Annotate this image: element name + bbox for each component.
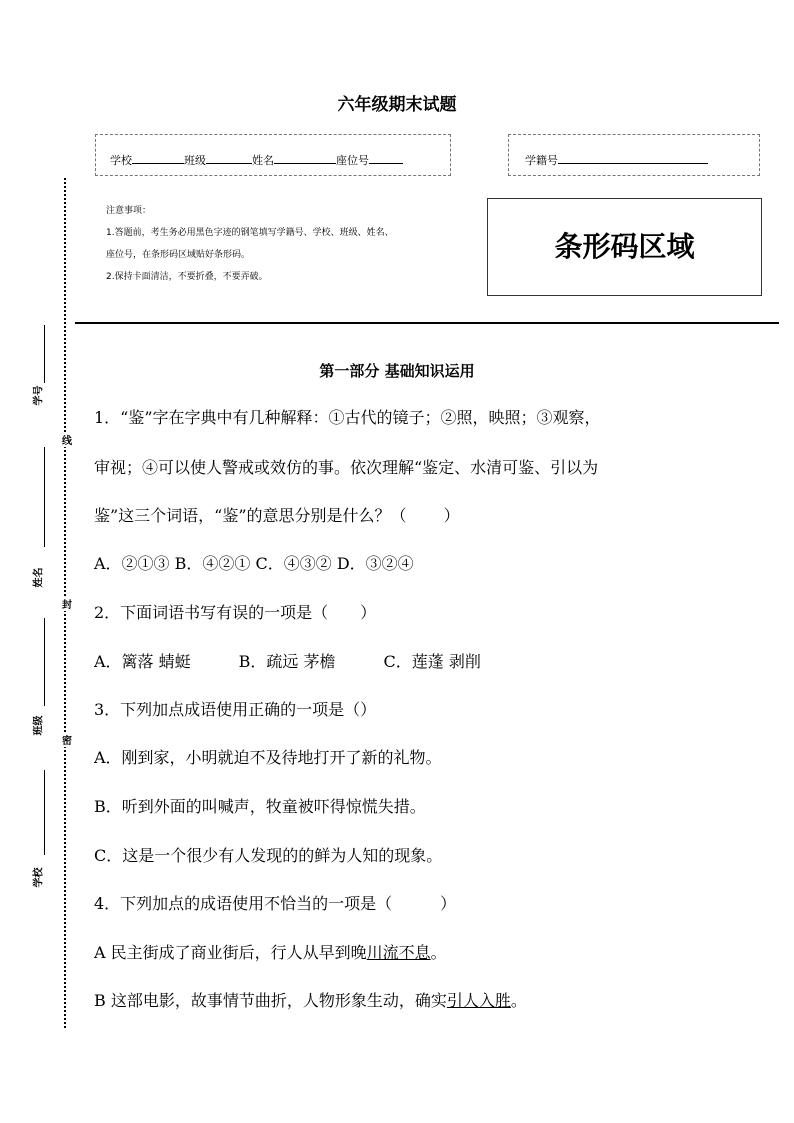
question-2: 2．下面词语书写有误的一项是（ ） bbox=[94, 603, 377, 622]
option-punct: 。 bbox=[430, 943, 447, 962]
barcode-area: 条形码区域 bbox=[487, 198, 762, 296]
notes-line: 2.保持卡面清洁，不要折叠，不要弄破。 bbox=[106, 272, 268, 282]
side-label-class: 班级 bbox=[33, 715, 45, 736]
page-title: 六年级期末试题 bbox=[337, 95, 457, 115]
question-2-options: A．篱落 蜻蜓 B．疏远 茅檐 C．莲蓬 剥削 bbox=[94, 652, 481, 671]
name-field[interactable] bbox=[274, 151, 336, 164]
student-info-box bbox=[95, 134, 451, 176]
seal-char: 线 bbox=[62, 432, 72, 447]
option-text: B 这部电影，故事情节曲折，人物形象生动，确实 bbox=[94, 991, 447, 1010]
side-line bbox=[44, 447, 45, 547]
option-punct: 。 bbox=[510, 991, 527, 1010]
side-label-name: 姓名 bbox=[33, 567, 45, 588]
question-1-line-1: 1．“鉴”字在字典中有几种解释：①古代的镜子；②照，映照；③观察， bbox=[94, 408, 601, 427]
side-label-student-id: 学号 bbox=[33, 385, 45, 406]
registration-box bbox=[508, 134, 760, 176]
notes-line: 座位号，在条形码区域贴好条形码。 bbox=[106, 250, 251, 260]
header-separator bbox=[75, 322, 779, 324]
side-line bbox=[44, 618, 45, 706]
question-3-option-c: C．这是一个很少有人发现的的鲜为人知的现象。 bbox=[94, 846, 443, 865]
question-4-option-b bbox=[94, 988, 527, 1011]
question-3: 3．下列加点成语使用正确的一项是（） bbox=[94, 700, 377, 719]
question-1-line-2: 审视；④可以使人警戒或效仿的事。依次理解“鉴定、水清可鉴、引以为 bbox=[94, 458, 599, 477]
class-field[interactable] bbox=[206, 151, 252, 164]
name-label: 姓名 bbox=[252, 154, 274, 167]
notes-line: 1.答题前，考生务必用黑色字迹的钢笔填写学籍号、学校、班级、姓名、 bbox=[106, 228, 394, 238]
registration-field[interactable] bbox=[558, 151, 708, 164]
underlined-idiom: 川流不息 bbox=[366, 943, 431, 962]
question-3-option-b: B．听到外面的叫喊声，牧童被吓得惊慌失措。 bbox=[94, 797, 426, 816]
registration-label: 学籍号 bbox=[525, 154, 558, 167]
question-4: 4．下列加点的成语使用不恰当的一项是（ ） bbox=[94, 894, 457, 913]
option-text: A 民主街成了商业街后，行人从早到晚 bbox=[94, 943, 367, 962]
question-1-options: A．②①③ B．④②① C．④③② D．③②④ bbox=[94, 554, 414, 573]
question-4-option-a bbox=[94, 940, 447, 963]
side-line bbox=[44, 770, 45, 855]
side-label-school: 学校 bbox=[33, 867, 45, 888]
seat-field[interactable] bbox=[369, 151, 403, 164]
notes bbox=[106, 200, 476, 288]
student-info-fields bbox=[110, 151, 403, 168]
question-1-line-3: 鉴”这三个词语，“鉴”的意思分别是什么？（ ） bbox=[94, 506, 460, 525]
school-label: 学校 bbox=[110, 154, 132, 167]
class-label: 班级 bbox=[184, 154, 206, 167]
underlined-idiom: 引人入胜 bbox=[446, 991, 511, 1010]
seal-char: 密 bbox=[62, 732, 72, 747]
seal-char: 封 bbox=[62, 596, 72, 611]
question-3-option-a: A．刚到家，小明就迫不及待地打开了新的礼物。 bbox=[94, 748, 442, 767]
section-title: 第一部分 基础知识运用 bbox=[319, 362, 475, 380]
notes-heading: 注意事项： bbox=[106, 206, 152, 216]
registration-row bbox=[525, 151, 708, 168]
school-field[interactable] bbox=[132, 151, 184, 164]
seat-label: 座位号 bbox=[336, 154, 369, 167]
